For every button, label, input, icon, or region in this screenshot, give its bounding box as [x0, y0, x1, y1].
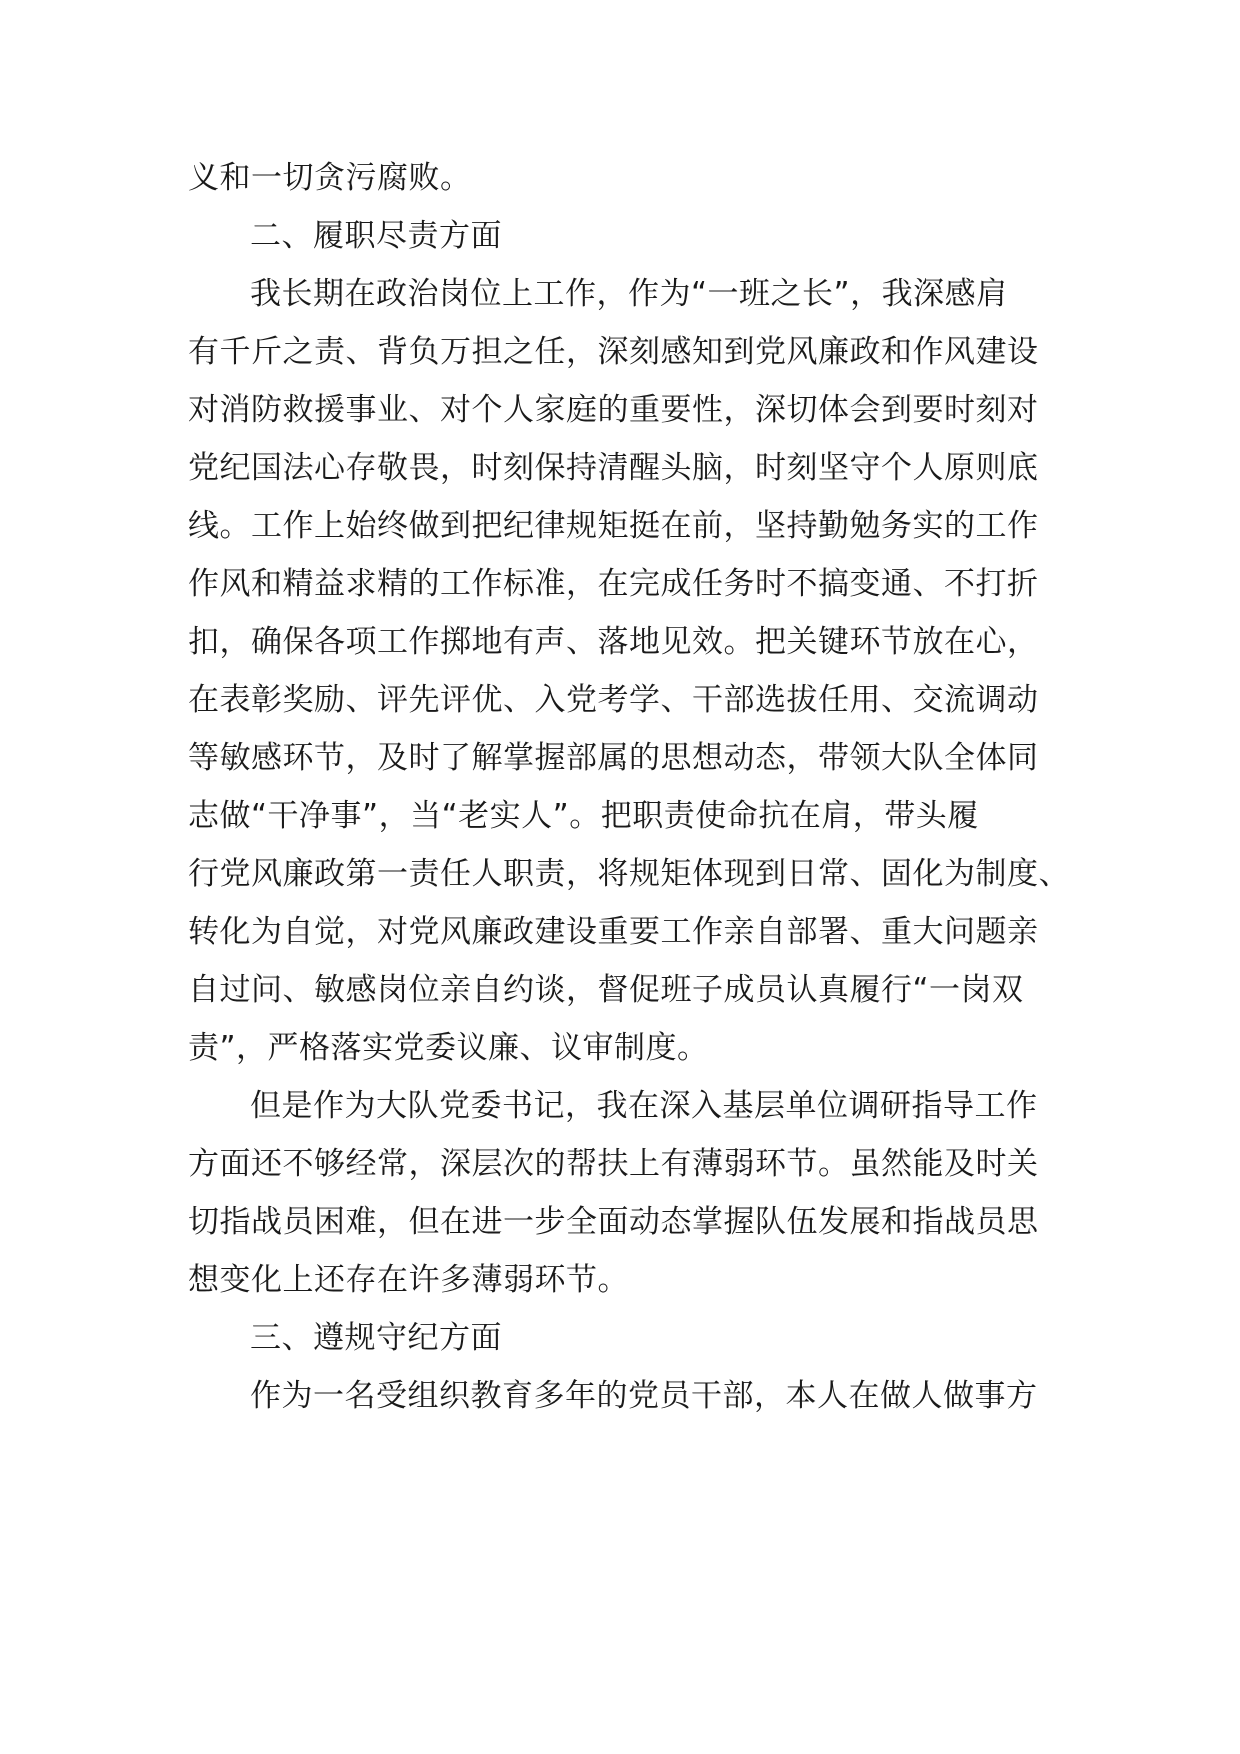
text-line: 我长期在政治岗位上工作，作为“一班之长”，我深感肩 [250, 276, 1008, 312]
text-line: 作风和精益求精的工作标准，在完成任务时不搞变通、不打折 [188, 566, 1039, 602]
text-line: 切指战员困难，但在进一步全面动态掌握队伍发展和指战员思 [188, 1204, 1039, 1240]
text-line: 方面还不够经常，深层次的帮扶上有薄弱环节。虽然能及时关 [188, 1146, 1039, 1182]
text-line: 党纪国法心存敬畏，时刻保持清醒头脑，时刻坚守个人原则底 [188, 450, 1039, 486]
section-heading: 三、遵规守纪方面 [250, 1320, 502, 1356]
text-line: 扣，确保各项工作掷地有声、落地见效。把关键环节放在心， [188, 624, 1039, 660]
text-line: 作为一名受组织教育多年的党员干部，本人在做人做事方 [250, 1378, 1038, 1414]
text-line: 线。工作上始终做到把纪律规矩挺在前，坚持勤勉务实的工作 [188, 508, 1039, 544]
text-line: 在表彰奖励、评先评优、入党考学、干部选拔任用、交流调动 [188, 682, 1039, 718]
text-line: 义和一切贪污腐败。 [188, 160, 472, 196]
text-line: 想变化上还存在许多薄弱环节。 [188, 1262, 629, 1298]
text-line: 对消防救援事业、对个人家庭的重要性，深切体会到要时刻对 [188, 392, 1039, 428]
text-line: 志做“干净事”，当“老实人”。把职责使命抗在肩，带头履 [188, 798, 979, 834]
text-line: 等敏感环节，及时了解掌握部属的思想动态，带领大队全体同 [188, 740, 1039, 776]
text-line: 转化为自觉，对党风廉政建设重要工作亲自部署、重大问题亲 [188, 914, 1039, 950]
text-line: 有千斤之责、背负万担之任，深刻感知到党风廉政和作风建设 [188, 334, 1039, 370]
text-line: 自过问、敏感岗位亲自约谈，督促班子成员认真履行“一岗双 [188, 972, 1024, 1008]
text-line: 但是作为大队党委书记，我在深入基层单位调研指导工作 [250, 1088, 1038, 1124]
text-line: 责”，严格落实党委议廉、议审制度。 [188, 1030, 709, 1066]
section-heading: 二、履职尽责方面 [250, 218, 502, 254]
text-line: 行党风廉政第一责任人职责，将规矩体现到日常、固化为制度、 [188, 856, 1070, 892]
